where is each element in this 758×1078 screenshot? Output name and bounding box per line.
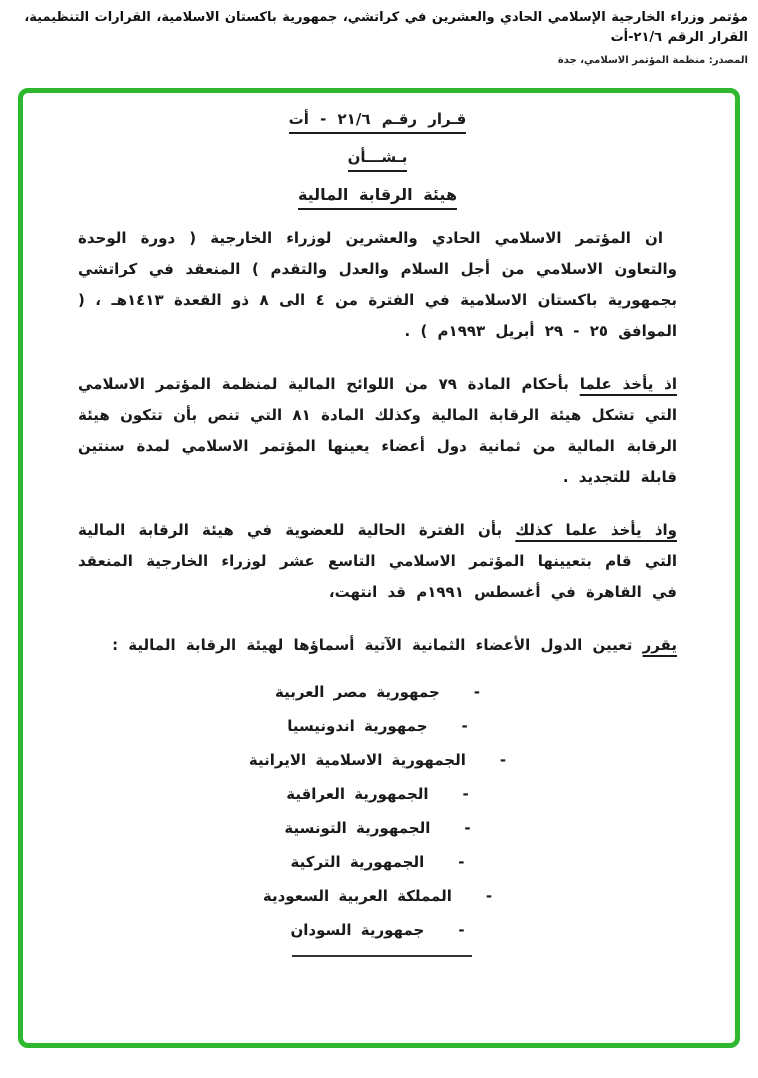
list-item [78,683,677,701]
paragraph-text: بأن الفترة الحالية للعضوية في هيئة الرقابة المالية التي قام بتعيينها المؤتمر الاسلامي التاسع عشر لوزراء الخارجية المنعقد في القاهرة في أغسطس ١٩٩١م قد انتهت، [78,521,677,601]
catalog-header [8,8,748,66]
list-dash: - [461,717,468,735]
paragraph-lead: واذ يأخذ علما كذلك [515,521,677,539]
resolution-body [78,223,677,661]
paragraph-noting-1 [78,369,677,493]
list-dash: - [485,887,493,905]
paragraph-text: بأحكام المادة ٧٩ من اللوائح المالية لمنظمة المؤتمر الاسلامي التي تشكل هيئة الرقابة المالية وكذلك المادة ٨١ التي تنص بأن تتكون هيئة الرقابة المالية من ثمانية دول أعضاء يعينها المؤتمر الاسلامي لمدة سنتين قابلة للتجديد . [78,375,677,486]
country-name: الجمهورية التونسية [284,819,431,837]
list-dash: - [462,785,469,803]
list-item [78,887,677,905]
member-states-list [78,683,677,939]
country-name: المملكة العربية السعودية [262,887,452,905]
country-name: الجمهورية الاسلامية الايرانية [248,751,466,769]
resolution-subtitle-line [78,147,677,172]
resolution-subject: هيئة الرقابة المالية [298,185,457,210]
resolution-subtitle: بـشـــأن [348,148,408,172]
list-dash: - [458,921,465,939]
country-name: جمهورية مصر العربية [274,683,440,701]
paragraph-lead: يقرر [642,636,677,654]
list-dash: - [458,853,465,871]
footnote-separator [292,955,472,957]
list-dash: - [499,751,507,769]
resolution-title-block [78,109,677,210]
paragraph-lead: اذ يأخذ علما [579,375,677,393]
resolution-subject-line [78,185,677,210]
list-item [78,819,677,837]
list-item [78,717,677,735]
list-item [78,751,677,769]
country-name: جمهورية اندونيسيا [287,717,428,735]
paragraph-preamble [78,223,677,347]
paragraph-text: ان المؤتمر الاسلامي الحادي والعشرين لوزراء الخارجية ( دورة الوحدة والتعاون الاسلامي من أجل السلام والعدل والتقدم ) المنعقد في كراتشي بجمهورية باكستان الاسلامية في الفترة من ٤ الى ٨ ذو القعدة ١٤١٣هـ ، ( الموافق ٢٥ - ٢٩ أبريل ١٩٩٣م ) . [78,229,678,340]
country-name: الجمهورية التركية [290,853,425,871]
list-item [78,785,677,803]
document-frame [18,88,740,1048]
resolution-number-line [78,109,677,134]
paragraph-noting-2 [78,515,677,608]
country-name: الجمهورية العراقية [286,785,429,803]
resolution-number: قـرار رقـم ٢١/٦ - أت [289,110,467,134]
list-item [78,853,677,871]
paragraph-decision [78,630,677,661]
header-title-line: مؤتمر وزراء الخارجية الإسلامي الحادي والعشرين في كراتشي، جمهورية باكستان الاسلامية، القرارات التنظيمية، القرار الرقم ٢١/٦-أت [24,10,748,45]
list-dash: - [473,683,481,701]
header-source-line: المصدر: منظمة المؤتمر الاسلامي، جدة [557,55,748,66]
paragraph-text: تعيين الدول الأعضاء الثمانية الآتية أسماؤها لهيئة الرقابة المالية : [112,636,633,654]
list-dash: - [464,819,471,837]
country-name: جمهورية السودان [290,921,425,939]
list-item [78,921,677,939]
